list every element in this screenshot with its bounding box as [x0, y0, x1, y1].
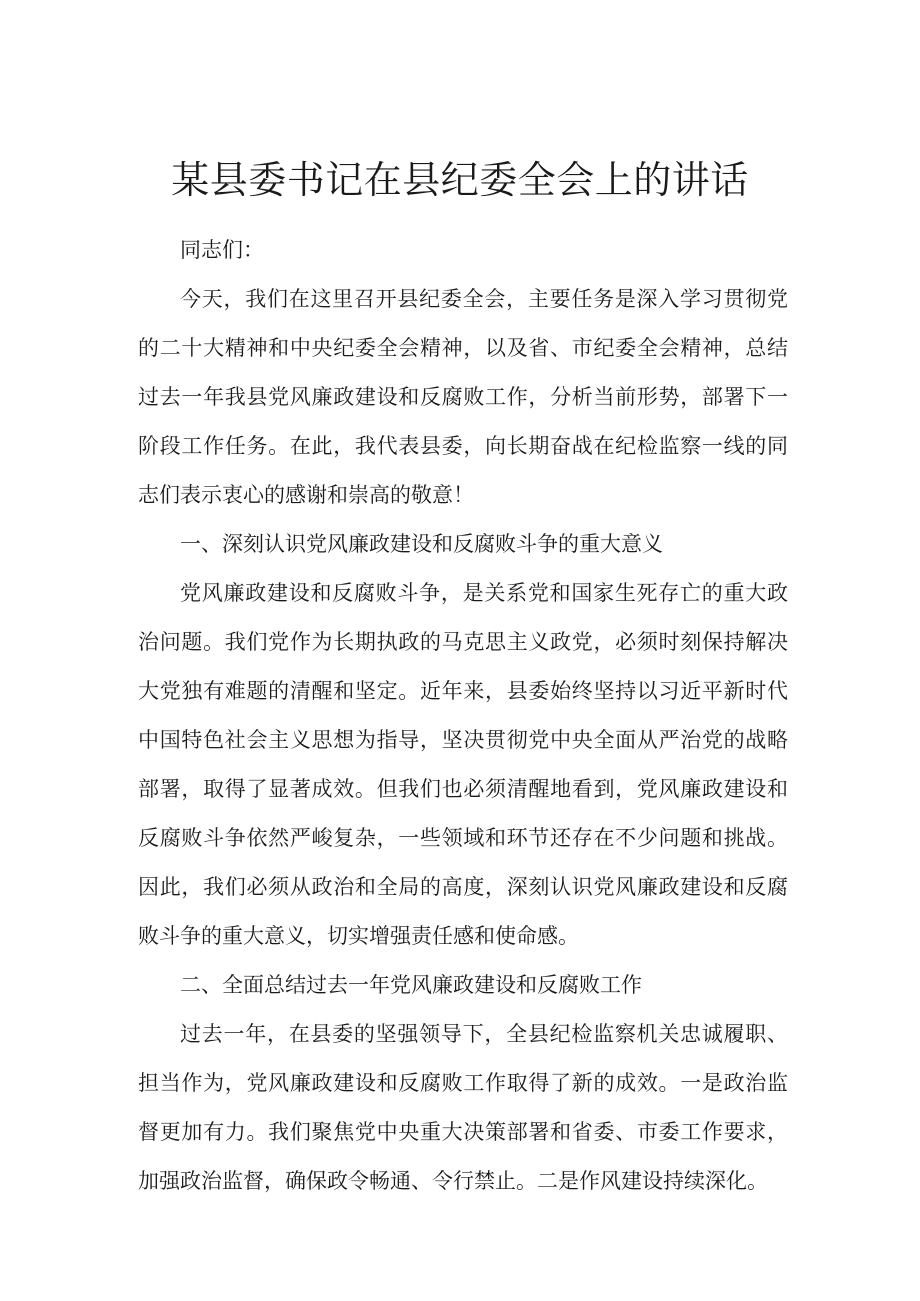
document-body — [138, 226, 788, 1206]
section-heading-1: 一、深刻认识党风廉政建设和反腐败斗争的重大意义 — [180, 532, 663, 556]
paragraph-section-1: 党风廉政建设和反腐败斗争，是关系党和国家生死存亡的重大政治问题。我们党作为长期执政的马克思主义政党，必须时刻保持解决大党独有难题的清醒和坚定。近年来，县委始终坚持以习近平新时代中国特色社会主义思想为指导，坚决贯彻党中央全面从严治党的战略部署，取得了显著成效。但我们也必须清醒地看到，党风廉政建设和反腐败斗争依然严峻复杂，一些领域和环节还存在不少问题和挑战。因此，我们必须从政治和全局的高度，深刻认识党风廉政建设和反腐败斗争的重大意义，切实增强责任感和使命感。 — [138, 581, 788, 948]
salutation: 同志们： — [180, 238, 264, 262]
section-heading-2: 二、全面总结过去一年党风廉政建设和反腐败工作 — [180, 973, 642, 997]
paragraph-section-2: 过去一年，在县委的坚强领导下，全县纪检监察机关忠诚履职、担当作为，党风廉政建设和反腐败工作取得了新的成效。一是政治监督更加有力。我们聚焦党中央重大决策部署和省委、市委工作要求，加强政治监督，确保政令畅通、令行禁止。二是作风建设持续深化。 — [138, 1022, 788, 1193]
document-title: 某县委书记在县纪委全会上的讲话 — [171, 158, 749, 202]
paragraph-intro: 今天，我们在这里召开县纪委全会，主要任务是深入学习贯彻党的二十大精神和中央纪委全会精神，以及省、市纪委全会精神，总结过去一年我县党风廉政建设和反腐败工作，分析当前形势，部署下一阶段工作任务。在此，我代表县委，向长期奋战在纪检监察一线的同志们表示衷心的感谢和崇高的敬意！ — [138, 287, 788, 507]
